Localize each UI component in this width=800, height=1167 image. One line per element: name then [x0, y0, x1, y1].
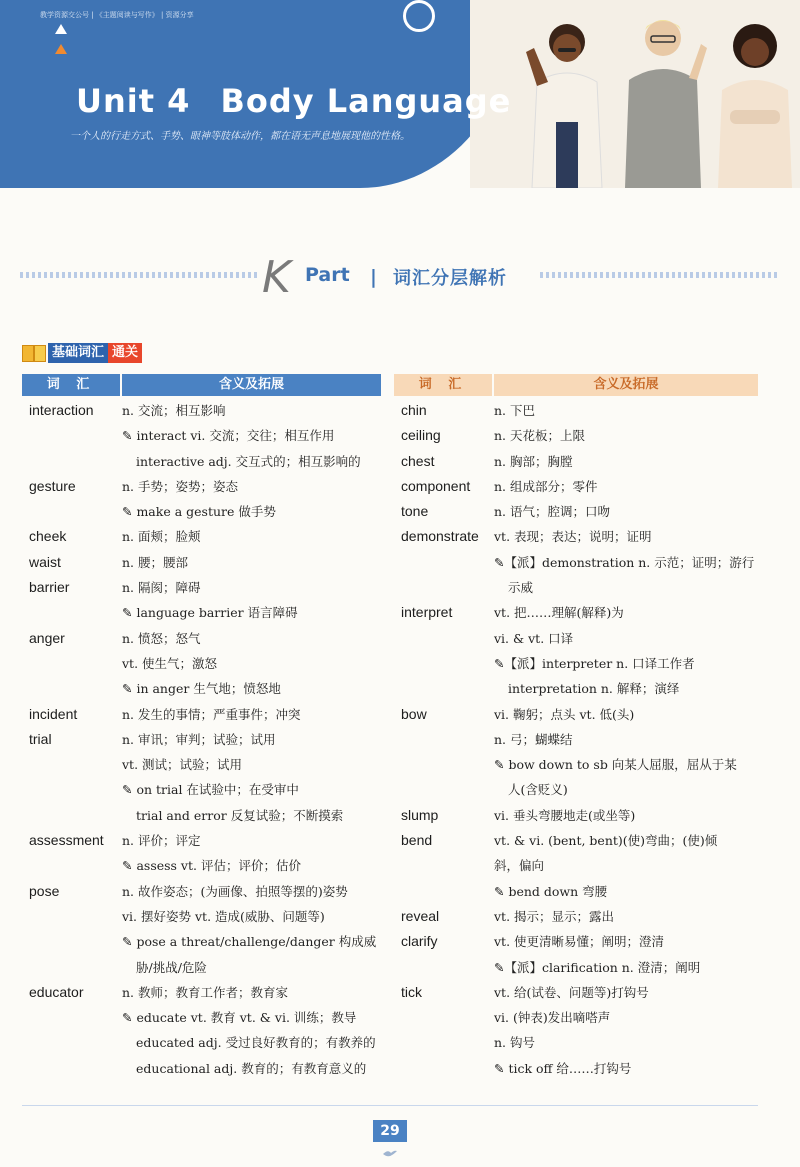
vocab-meanings: [122, 575, 381, 626]
vocab-meaning-line: n. 手势；姿势；姿态: [122, 478, 238, 494]
vocab-meaning-line: educated adj. 受过良好教育的；有教养的: [136, 1035, 376, 1051]
vocab-meaning-line: n. 组成部分；零件: [494, 478, 598, 494]
part-title: 词汇分层解析: [393, 268, 507, 289]
vocab-entry: [394, 600, 758, 701]
vocab-word: demonstrate: [401, 528, 479, 545]
vocab-meaning-line: n. 下巴: [494, 403, 535, 418]
vocab-word: educator: [29, 983, 84, 1000]
table-body-left: [22, 396, 381, 1081]
vocab-word: anger: [29, 629, 65, 646]
vocab-word: chest: [401, 452, 435, 469]
vocab-word: waist: [29, 553, 61, 570]
vocab-meaning-line: vt. 把……理解(解释)为: [494, 605, 624, 621]
vocab-meaning-line: vt. 使更清晰易懂；阐明；澄清: [494, 934, 665, 950]
vocab-meanings: [122, 398, 381, 474]
vocab-word: gesture: [29, 477, 76, 494]
vocab-meaning-line: 胁/挑战/危险: [136, 959, 207, 975]
section-label-tag: 通关: [108, 343, 142, 363]
part-divider-left: [20, 272, 260, 278]
vocab-word: incident: [29, 705, 78, 722]
vocab-meaning-line: n. 审讯；审判；试验；试用: [122, 731, 276, 747]
vocab-word: pose: [29, 882, 60, 899]
person-illustration-2: [615, 8, 710, 188]
vocab-meaning-line: n. 弓；蝴蝶结: [494, 731, 573, 747]
vocab-word: tone: [401, 503, 429, 520]
unit-topic: Body Language: [220, 82, 512, 120]
vocab-entry: [22, 524, 381, 549]
vocab-meaning-line: vt. 表现；表达；说明；证明: [494, 529, 652, 545]
vocab-meaning-line: n. 钩号: [494, 1035, 535, 1051]
vocab-meaning-line: ✎【派】demonstration n. 示范；证明；游行: [494, 554, 755, 570]
triangle-up-icon: [55, 24, 67, 34]
vocab-meaning-line: 斜，偏向: [494, 858, 545, 874]
part-separator: |: [370, 266, 377, 288]
vocab-meaning-line: vi. 摆好姿势 vt. 造成(威胁、问题等): [122, 908, 325, 924]
vocab-meanings: [122, 626, 381, 702]
vocab-meaning-line: ✎ in anger 生气地；愤怒地: [122, 681, 281, 697]
vocab-meaning-line: vi. & vt. 口译: [494, 630, 574, 646]
unit-header: [0, 0, 800, 188]
vocab-meanings: [122, 474, 381, 525]
vocab-table-left: [22, 374, 381, 1081]
vocab-meaning-line: vt. 给(试卷、问题等)打钩号: [494, 984, 649, 1000]
vocab-word: tick: [401, 983, 422, 1000]
vocab-entry: [394, 474, 758, 499]
vocab-meaning-line: interpretation n. 解释；演绎: [508, 681, 680, 697]
bird-icon: [382, 1148, 398, 1158]
unit-subtitle: 一个人的行走方式、手势、眼神等肢体动作，都在语无声息地展现他的性格。: [70, 131, 410, 142]
unit-label: Unit 4: [76, 82, 191, 120]
ring-icon: [403, 0, 435, 32]
vocab-entry: [394, 702, 758, 803]
vocab-meanings: [494, 499, 758, 524]
vocab-entry: [22, 980, 381, 1081]
vocab-meaning-line: vt. 揭示；显示；露出: [494, 908, 615, 924]
vocab-meaning-line: trial and error 反复试验；不断摸索: [136, 807, 344, 823]
vocab-meaning-line: ✎ educate vt. 教育 vt. & vi. 训练；教导: [122, 1010, 357, 1026]
vocab-meaning-line: n. 教师；教育工作者；教育家: [122, 984, 288, 1000]
vocab-meaning-line: n. 腰；腰部: [122, 554, 188, 570]
vocab-word: bend: [401, 832, 433, 849]
vocab-meaning-line: n. 故作姿态；(为画像、拍照等摆的)姿势: [122, 883, 348, 899]
vocab-meaning-line: n. 面颊；脸颊: [122, 529, 201, 545]
vocab-meaning-line: ✎ interact vi. 交流；交往；相互作用: [122, 428, 335, 444]
part-heading: [20, 252, 780, 303]
vocab-meanings: [494, 474, 758, 499]
vocab-meanings: [494, 600, 758, 701]
vocab-meanings: [122, 980, 381, 1081]
vocab-meaning-line: n. 胸部；胸膛: [494, 453, 573, 469]
vocab-meanings: [122, 524, 381, 549]
vocab-word: interpret: [401, 604, 453, 621]
vocab-entry: [394, 929, 758, 980]
vocab-entry: [394, 524, 758, 600]
vocab-word: ceiling: [401, 427, 441, 444]
vocab-meaning-line: vt. 使生气；激怒: [122, 655, 218, 671]
vocab-entry: [22, 879, 381, 980]
vocab-entry: [394, 398, 758, 423]
vocab-entry: [22, 702, 381, 727]
vocab-meaning-line: ✎ pose a threat/challenge/danger 构成威: [122, 934, 377, 950]
vocab-meaning-line: n. 愤怒；怒气: [122, 630, 201, 646]
vocab-entry: [394, 803, 758, 828]
vocab-word: interaction: [29, 402, 94, 418]
vocab-meanings: [122, 702, 381, 727]
vocab-meaning-line: ✎ make a gesture 做手势: [122, 504, 276, 520]
vocab-meanings: [494, 702, 758, 803]
vocab-meanings: [494, 828, 758, 904]
vocab-entry: [394, 828, 758, 904]
vocab-meaning-line: 人(含贬义): [508, 782, 568, 798]
vocab-entry: [394, 449, 758, 474]
vocab-meaning-line: ✎ language barrier 语言障碍: [122, 605, 298, 621]
vocab-word: reveal: [401, 907, 440, 924]
header-meaning: 含义及拓展: [218, 377, 284, 392]
person-illustration-1: [522, 12, 612, 188]
vocab-meaning-line: vi. (钟表)发出嘀嗒声: [494, 1010, 611, 1026]
vocab-entry: [22, 828, 381, 879]
footer-divider: [22, 1105, 758, 1106]
book-icon: [22, 343, 48, 363]
vocab-meaning-line: interactive adj. 交互式的；相互影响的: [136, 453, 361, 469]
part-word: Part: [305, 264, 350, 286]
vocab-entry: [394, 499, 758, 524]
unit-title: [76, 82, 511, 120]
vocab-meaning-line: ✎ assess vt. 评估；评价；估价: [122, 858, 301, 874]
vocab-meaning-line: n. 天花板；上限: [494, 428, 585, 444]
header-illustration-area: [470, 0, 800, 188]
part-divider-right: [540, 272, 780, 278]
vocab-word: bow: [401, 705, 427, 722]
triangle-orange-icon: [55, 44, 67, 54]
part-letter: K: [262, 252, 291, 303]
vocab-meaning-line: 示威: [508, 580, 534, 596]
vocab-meaning-line: ✎ bend down 弯腰: [494, 883, 608, 899]
vocab-meaning-line: ✎ bow down to sb 向某人屈服，屈从于某: [494, 757, 737, 773]
vocab-meanings: [494, 398, 758, 423]
section-label: [22, 342, 142, 364]
vocab-entry: [22, 474, 381, 525]
vocab-meaning-line: vt. & vi. (bent, bent)(使)弯曲；(使)倾: [494, 833, 718, 849]
vocab-meaning-line: vi. 鞠躬；点头 vt. 低(头): [494, 706, 635, 722]
vocab-word: component: [401, 477, 471, 494]
vocab-entry: [394, 980, 758, 1081]
vocab-word: clarify: [401, 933, 438, 950]
vocab-meanings: [494, 524, 758, 600]
vocab-word: slump: [401, 806, 439, 823]
table-body-right: [394, 396, 758, 1081]
vocab-meanings: [122, 828, 381, 879]
vocab-meaning-line: n. 隔阂；障碍: [122, 580, 201, 596]
vocab-meaning-line: n. 交流；相互影响: [122, 403, 226, 418]
vocab-entry: [22, 550, 381, 575]
vocab-meanings: [494, 980, 758, 1081]
vocab-meaning-line: vi. 垂头弯腰地走(或坐等): [494, 807, 636, 823]
table-header-left: [22, 374, 381, 396]
vocab-entry: [22, 575, 381, 626]
vocab-meaning-line: n. 评价；评定: [122, 833, 201, 849]
vocab-word: chin: [401, 402, 427, 418]
vocab-meaning-line: n. 语气；腔调；口吻: [494, 504, 610, 520]
header-top-line: 教学资源交公号 | 《主题阅读与写作》 | 资源分享: [40, 11, 194, 19]
header-word: 词 汇: [22, 374, 122, 396]
section-label-text: 基础词汇: [48, 343, 108, 363]
table-header-right: [394, 374, 758, 396]
page-number: 29: [373, 1120, 407, 1142]
vocab-meanings: [122, 879, 381, 980]
vocab-entry: [22, 727, 381, 828]
vocab-word: assessment: [29, 832, 104, 849]
header-word: 词 汇: [394, 374, 494, 396]
vocab-meanings: [494, 929, 758, 980]
vocab-meanings: [494, 904, 758, 929]
vocab-meanings: [122, 727, 381, 828]
vocab-entry: [394, 904, 758, 929]
vocab-meanings: [494, 803, 758, 828]
vocab-meaning-line: ✎【派】clarification n. 澄清；阐明: [494, 959, 701, 975]
vocab-meanings: [122, 550, 381, 575]
vocab-meaning-line: educational adj. 教育的；有教育意义的: [136, 1060, 367, 1076]
vocab-word: cheek: [29, 528, 67, 545]
vocab-word: trial: [29, 730, 52, 747]
person-illustration-3: [710, 14, 800, 188]
vocab-entry: [22, 626, 381, 702]
vocab-meaning-line: ✎【派】interpreter n. 口译工作者: [494, 655, 695, 671]
vocab-meanings: [494, 423, 758, 448]
vocab-meanings: [494, 449, 758, 474]
header-meaning: 含义及拓展: [593, 377, 659, 392]
vocab-meaning-line: n. 发生的事情；严重事件；冲突: [122, 706, 301, 722]
vocab-word: barrier: [29, 579, 70, 596]
vocab-meaning-line: vt. 测试；试验；试用: [122, 757, 243, 773]
vocab-entry: [22, 398, 381, 474]
vocab-table-right: [394, 374, 758, 1081]
vocab-meaning-line: ✎ tick off 给……打钩号: [494, 1060, 632, 1076]
vocab-meaning-line: ✎ on trial 在试验中；在受审中: [122, 782, 299, 798]
vocab-entry: [394, 423, 758, 448]
